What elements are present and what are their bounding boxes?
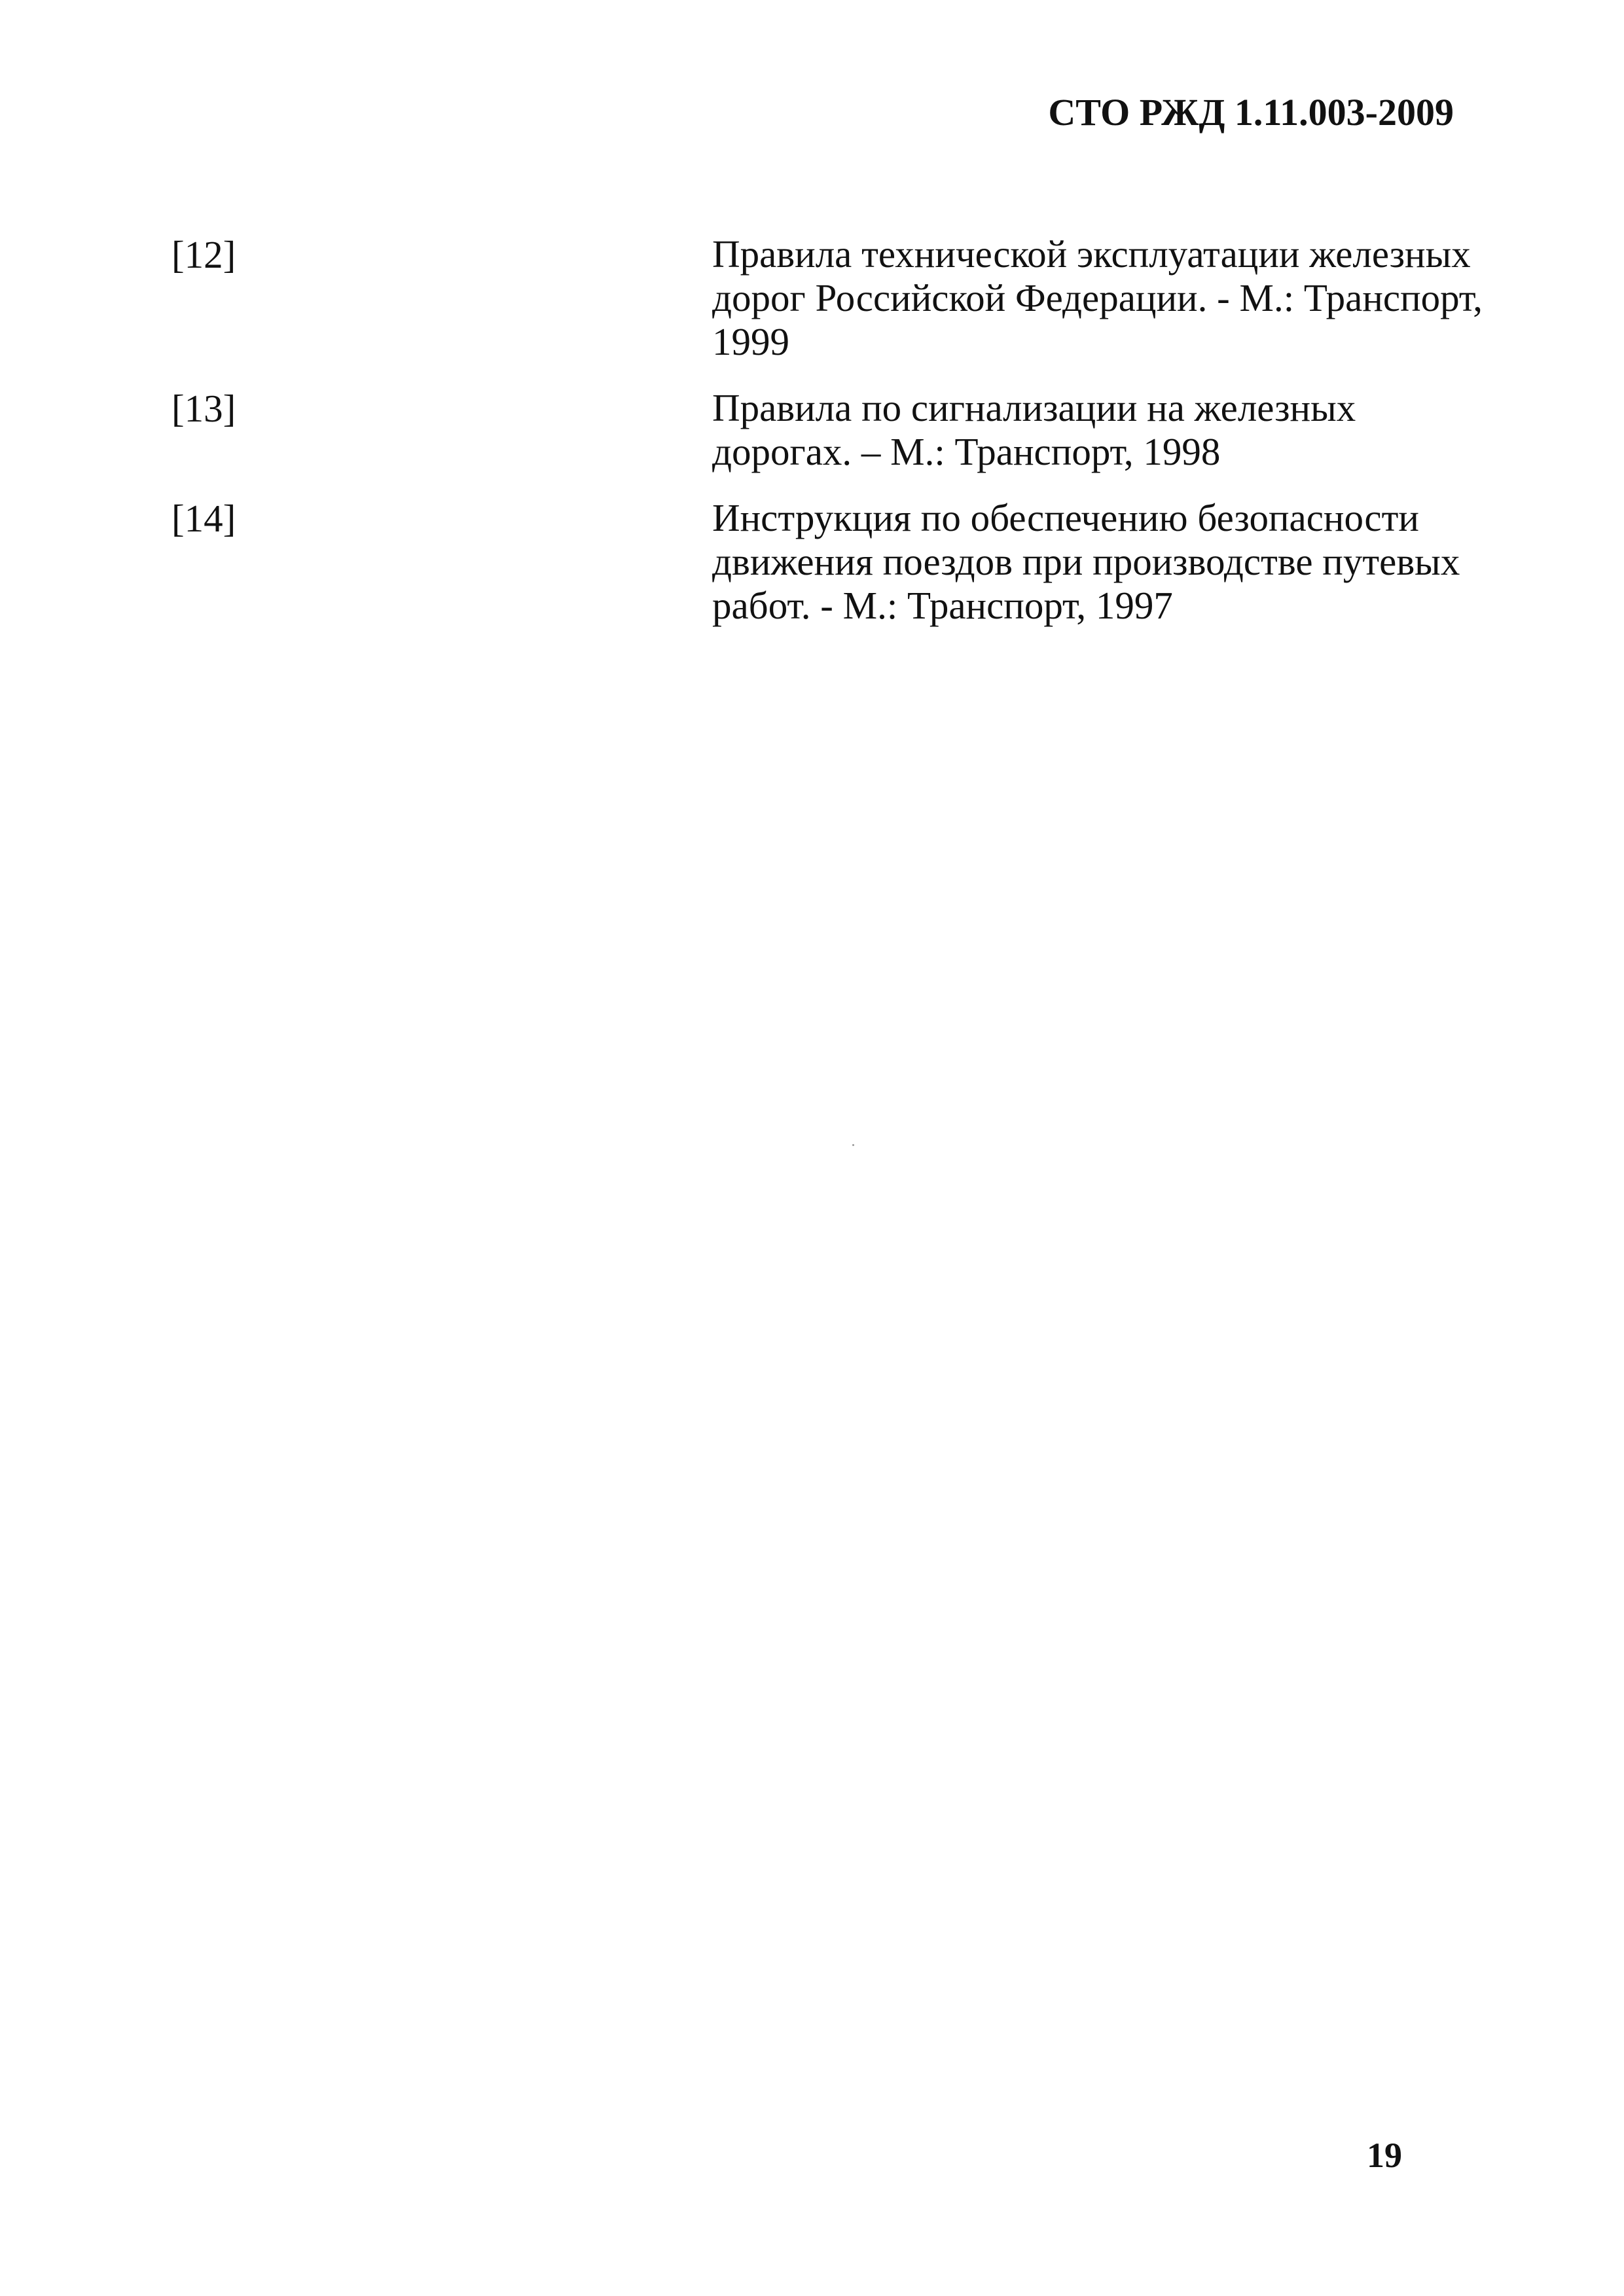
reference-text-line: работ. - М.: Транспорт, 1997: [712, 584, 1173, 627]
reference-text-line: Правила по сигнализации на железных: [712, 386, 1356, 429]
reference-text-line: дорогах. – М.: Транспорт, 1998: [712, 430, 1221, 473]
reference-number: [14]: [171, 497, 236, 540]
reference-text: [712, 386, 1485, 474]
reference-item: [171, 386, 1481, 474]
reference-text-line: Инструкция по обеспечению безопасности: [712, 496, 1419, 539]
scan-speck: [852, 1144, 854, 1146]
reference-item: [171, 232, 1481, 364]
reference-item: [171, 496, 1481, 628]
document-code-header: СТО РЖД 1.11.003-2009: [1048, 91, 1454, 134]
reference-text-line: дорог Российской Федерации. - М.: Транспорт,: [712, 276, 1483, 319]
reference-text: [712, 232, 1485, 364]
reference-number: [13]: [171, 387, 236, 430]
reference-text-line: движения поездов при производстве путевых: [712, 540, 1460, 583]
reference-text: [712, 496, 1485, 628]
page-number: 19: [1367, 2136, 1402, 2175]
reference-number: [12]: [171, 233, 236, 276]
reference-text-line: 1999: [712, 320, 789, 363]
reference-list: [171, 232, 1481, 650]
reference-text-line: Правила технической эксплуатации железных: [712, 232, 1471, 276]
